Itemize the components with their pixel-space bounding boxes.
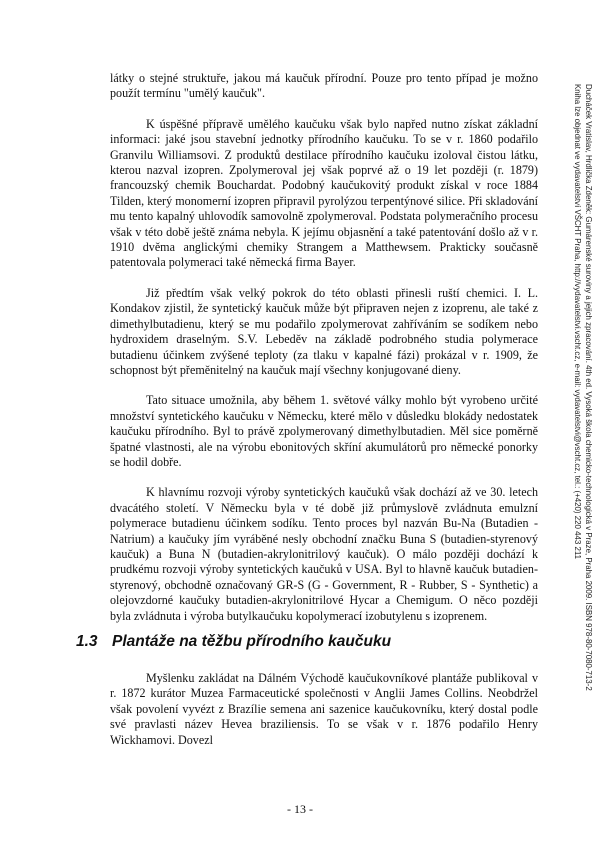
ordering-line: Kniha lze objednat ve vydavatelství VŠCHT Praha, http://vydavatelstvi.vscht.cz, e-mail: vydavatelstvi@vscht.cz, tel.: (+420) 220 443 211 bbox=[573, 84, 583, 560]
paragraph: Již předtím však velký pokrok do této oblasti přinesli ruští chemici. I. L. Kondakov zjistil, že syntetický kaučuk může být připraven nejen z izoprenu, ale také z dimethylbutadienu, který se mu podařilo zpolymerovat zahříváním se sodíkem nebo hydroxidem draselným. S.V. Lebeděv na základě podrobného studia polymerace butadienu účinkem zvýšené teploty (za tlaku v kapalné fázi) prokázal v r. 1909, že schopnost být přeměnitelný na kaučuk mají všechny konjugované dieny. bbox=[110, 285, 538, 377]
citation-line: Ducháček Vratislav, Hrdlička Zdeněk: Gumárenské suroviny a jejich zpracování. 4th ed. Vysoká škola chemicko-technologická v Praze, Praha 2009. ISBN 978-80-7080-713-2 bbox=[584, 84, 593, 691]
section-heading bbox=[76, 633, 546, 651]
paragraph: Tato situace umožnila, aby během 1. světové války mohlo být vyrobeno určité množství syntetického kaučuku v Německu, které mělo v důsledku blokády nedostatek kaučuku přírodního. Byl to právě zpolymerovaný dimethylbutadien. Měl sice poměrně špatné vlastnosti, ale na výrobu ebonitových skříní akumulátorů pro německé ponorky se hodil dobře. bbox=[110, 393, 538, 469]
paragraph: K úspěšné přípravě umělého kaučuku však bylo napřed nutno získat základní informaci: jaké jsou stavební jednotky přírodního kaučuku. To se v r. 1860 podařilo Granvilu Williamsovi. Z produktů destilace přírodního kaučuku izoloval čistou látku, kterou nazval izopren. Zpolymeroval jej však poprvé až o 19 let později (r. 1879) francouzský chemik Bouchardat. Podobný kaučukovitý produkt získal v roce 1884 Tilden, který monomerní izopren připravil pyrolýzou terpentýnové silice. Při skladování mu tento kapalný uhlovodík samovolně zpolymeroval. Podstata polymeračního procesu však v této době ještě známa nebyla. K jejímu objasnění a také patentování došlo až v r. 1910 dvěma anglickými chemiky Strangem a Matthewsem. Prakticky současně patentovala polymeraci také německá firma Bayer. bbox=[110, 116, 538, 270]
body-text-top bbox=[110, 71, 538, 624]
paragraph: Myšlenku zakládat na Dálném Východě kaučukovníkové plantáže publikoval v r. 1872 kurátor Muzea Farmaceutické společnosti v Anglii James Collins. Neobdržel však povolení vyvézt z Brazílie semena ani sazenice kaučukovníku, který dostal podle své pravlasti název Hevea braziliensis. To se však v r. 1876 podařilo Henry Wickhamovi. Dovezl bbox=[110, 671, 538, 747]
body-text-bottom bbox=[110, 671, 538, 748]
section-number: 1.3 bbox=[76, 633, 98, 650]
section-title: Plantáže na těžbu přírodního kaučuku bbox=[112, 633, 392, 650]
paragraph: K hlavnímu rozvoji výroby syntetických kaučuků však dochází až ve 30. letech dvacátého století. V Německu byla v té době již průmyslově zvládnuta emulzní polymerace butadienu účinkem sodíku. Tento proces byl nazván Bu-Na (Butadien - Natrium) a kaučuky jím vyráběné nesly obchodní značku Buna S (butadien-styrenový kaučuk) a Buna N (butadien-akrylonitrilový kaučuk). O málo později dochází k prudkému rozvoji výroby syntetických kaučuků v USA. Byl to hlavně kaučuk butadien-styrenový, obchodně označovaný GR-S (G - Government, R - Rubber, S - Synthetic) a olejovzdorné kaučuky butadien-akrylonitrilové Hycar a Chemigum. O něco později byla zvládnuta i výroba butylkaučuku kopolymerací izobutylenu s izoprenem. bbox=[110, 485, 538, 623]
citation-sidebar bbox=[563, 84, 593, 694]
page-number: - 13 - bbox=[287, 802, 313, 816]
paragraph: látky o stejné struktuře, jakou má kaučuk přírodní. Pouze pro tento případ je možno použít termínu "umělý kaučuk". bbox=[110, 71, 538, 101]
